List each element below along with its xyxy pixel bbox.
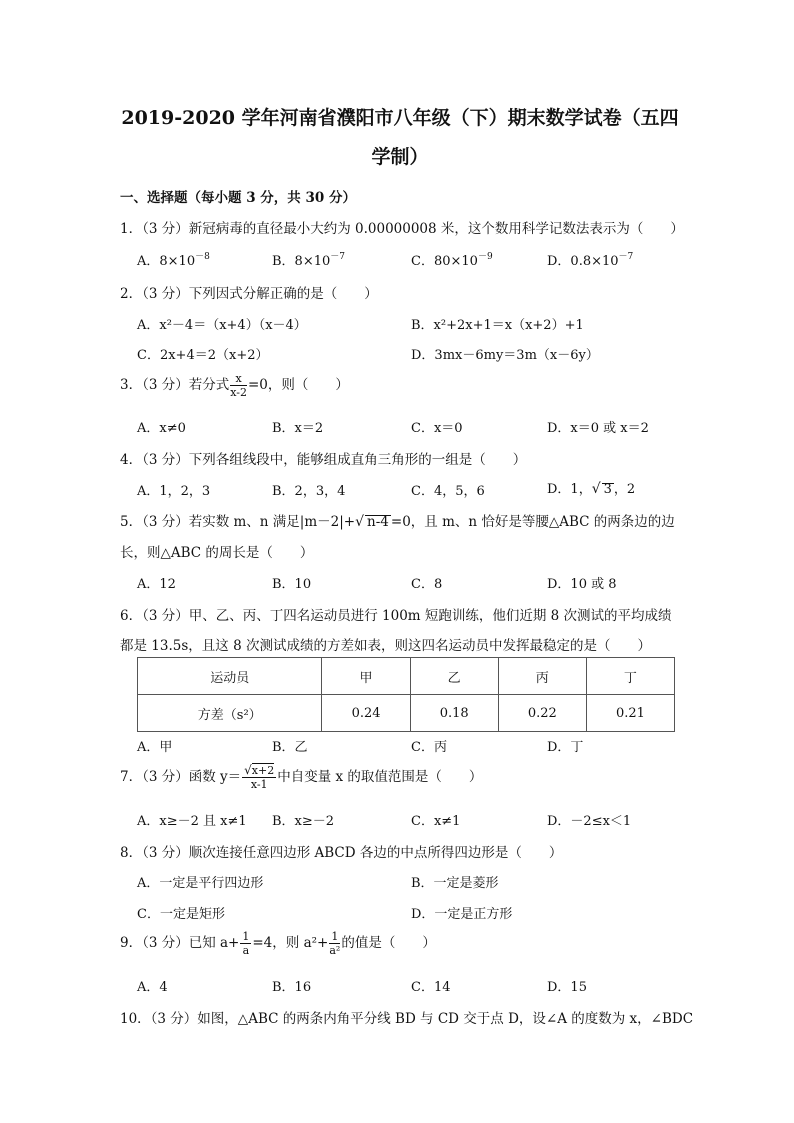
q1-option-d: D．$0.8\times 10^{-7}$ [547,252,634,269]
q9-option-c: C．14 [411,980,451,995]
q8-option-c: C．一定是矩形 [137,907,225,922]
page-title-line1: 2019-2020 学年河南省濮阳市八年级（下）期末数学试卷（五四 [121,107,679,129]
q5-option-c: C．8 [411,577,443,592]
q5-option-a: A．12 [137,577,176,592]
variance-table [137,657,675,732]
q3-option-b: B．x＝2 [272,421,324,436]
table-cell: 0.24 [322,695,410,732]
q4-option-c: C．4，5，6 [411,484,485,499]
table-row-label: 方差（s²） [138,695,322,732]
q6-option-a: A．甲 [137,740,173,755]
q8-option-d: D．一定是正方形 [411,907,513,922]
table-header-cell: 乙 [410,658,498,695]
q9-option-b: B．16 [272,980,312,995]
table-header-cell: 丙 [498,658,586,695]
table-cell: 0.18 [410,695,498,732]
question-5-stem: 5．（3 分）若实数 m、n 满足|m－2|+√ n-4 =0，且 m、n 恰好是等腰△ABC 的两条边的边 [120,514,675,530]
q7-option-b: B．x≥－2 [272,814,335,829]
question-3-stem: 3．（3 分）若分式 $\frac{x}{x-2}$ =0，则（ ） [120,372,349,399]
q4-option-a: A．1，2，3 [137,484,211,499]
q6-option-c: C．丙 [411,740,447,755]
question-10-stem: 10．（3 分）如图，△ABC 的两条内角平分线 BD 与 CD 交于点 D，设∠A 的度数为 x，∠BDC [120,1011,694,1027]
q2-option-c: C．2x+4＝2（x+2） [137,348,269,363]
q3-fraction: $\frac{x}{x-2}$ [230,372,247,399]
q3-option-c: C．x＝0 [411,421,463,436]
question-4-stem: 4．（3 分）下列各组线段中，能够组成直角三角形的一组是（ ） [120,452,527,468]
table-row [138,695,675,732]
table-header-cell: 甲 [322,658,410,695]
q7-fraction: $\frac{√x+2}{x-1}$ [244,763,275,791]
table-header-row [138,658,675,695]
q6-option-b: B．乙 [272,740,308,755]
question-8-stem: 8．（3 分）顺次连接任意四边形 ABCD 各边的中点所得四边形是（ ） [120,845,563,861]
q3-option-d: D．x＝0 或 x＝2 [547,421,649,436]
q9-option-a: A．4 [137,980,168,995]
q2-option-b: B．x²+2x+1＝x（x+2）+1 [411,318,584,333]
section-heading: 一、选择题（每小题 3 分，共 30 分） [120,190,356,206]
question-7-stem: 7．（3 分）函数 y＝ $\frac{√x+2}{x-1}$ 中自变量 x 的取值范围是（ ） [120,763,483,791]
q2-option-d: D．3mx－6my＝3m（x－6y） [411,348,599,363]
q9-option-d: D．15 [547,980,587,995]
question-6-stem-line2: 都是 13.5s，且这 8 次测试成绩的方差如表，则这四名运动员中发挥最稳定的是（ ） [120,638,651,654]
q1-option-b: B．$8\times 10^{-7}$ [272,252,345,269]
q2-option-a: A．x²－4＝（x+4）（x－4） [137,318,307,333]
q7-option-d: D．－2≤x＜1 [547,814,632,829]
q9-fraction-2: $\frac{1}{\text{a²}}$ [329,930,341,957]
question-9-stem: 9．（3 分）已知 a+ $\frac{1}{a}$ =4，则 a²+ $\frac{1}{\text{a²}}$ 的值是（ ） [120,930,436,957]
question-2-stem: 2．（3 分）下列因式分解正确的是（ ） [120,286,378,302]
table-cell: 0.21 [586,695,674,732]
table-cell: 0.22 [498,695,586,732]
table-header-cell: 丁 [586,658,674,695]
q8-option-b: B．一定是菱形 [411,876,499,891]
page-title-line2: 学制） [371,146,429,168]
question-5-stem-line2: 长，则△ABC 的周长是（ ） [120,545,314,561]
q9-fraction-1: $\frac{1}{a}$ [242,930,250,957]
q4-option-d: D．1，√ 3 ，2 [547,481,636,497]
question-6-stem: 6．（3 分）甲、乙、丙、丁四名运动员进行 100m 短跑训练，他们近期 8 次测试的平均成绩 [120,608,672,624]
q1-option-a: A．$8\times 10^{-8}$ [137,252,210,269]
q1-option-c: C．$80\times 10^{-9}$ [411,252,493,269]
q3-option-a: A．x≠0 [137,421,186,436]
q7-option-a: A．x≥－2 且 x≠1 [137,814,247,829]
question-1-stem: 1．（3 分）新冠病毒的直径最小大约为 0.00000008 米，这个数用科学记数法表示为（ ） [120,221,684,237]
q5-option-b: B．10 [272,577,312,592]
q4-option-b: B．2，3，4 [272,484,346,499]
table-header-cell: 运动员 [138,658,322,695]
q5-option-d: D．10 或 8 [547,577,617,592]
q6-option-d: D．丁 [547,740,584,755]
q7-option-c: C．x≠1 [411,814,461,829]
q8-option-a: A．一定是平行四边形 [137,876,264,891]
